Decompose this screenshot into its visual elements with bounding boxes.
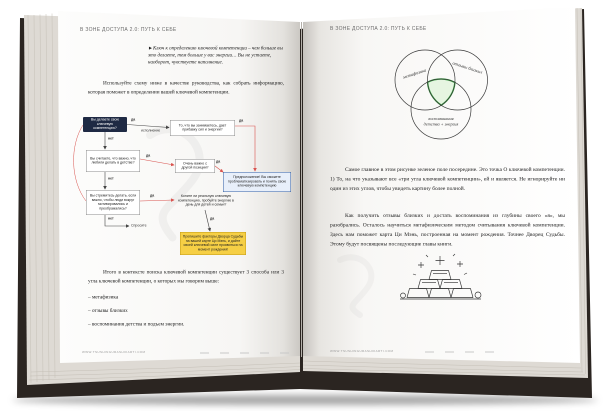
footer-dash <box>200 353 209 354</box>
intro-paragraph: Используйте схему ниже в качестве руководства, как собрать информацию, которая поможет в определении вашей ключевой компетенции. <box>88 80 284 95</box>
flow-yes-label: да <box>210 217 215 221</box>
footer-dash <box>425 352 434 353</box>
list-item: – метафизика <box>88 294 119 300</box>
right-page-header: В ЗОНЕ ДОСТУПА 2.0: ПУТЬ К СЕБЕ <box>330 26 427 32</box>
footer-dash <box>260 353 269 354</box>
flow-other-view-question: Очень важно с другой позиции? <box>175 159 215 173</box>
flow-childhood-question: Вы считаете, что важно, что любили делать в детстве? <box>86 150 140 172</box>
venn-label-metaphysics: метафизика <box>402 67 427 80</box>
flow-no-label: нет <box>108 217 114 221</box>
flow-ask-label: Спросите <box>131 224 147 228</box>
flow-yes-label: да <box>216 160 221 164</box>
flow-yes-label: да <box>150 194 155 198</box>
flow-yes-label: да <box>239 119 244 123</box>
flow-energy-question: То, что вы занимаетесь, дает прибавку сил и энергии? <box>170 120 235 136</box>
venn-explanation-paragraph: Самое главное в этом рисунке зеленое поле посередине. Это точка О ключевой компетенции. 1) То, на что указывают все «три угла ключевой компетенции», ей и является. Не игнорируйте ни один из этих углов, чтобы увидеть картину более полной. <box>330 166 565 192</box>
right-page-footer: WWW.TSUSHINGURASHIKARTI.COM <box>330 350 394 353</box>
list-item: – воспоминания детства и подъем энергии. <box>88 321 185 327</box>
footer-dash <box>485 352 494 353</box>
flow-edge-label: исполнение <box>141 129 161 133</box>
left-page-footer: WWW.TSUSHINGURASHIKARTI.COM <box>82 351 146 354</box>
venn-label-childhood-line2: детства + энергия <box>423 121 459 127</box>
left-page-header: В ЗОНЕ ДОСТУПА 2.0: ПУТЬ К СЕБЕ <box>80 27 177 33</box>
flow-no-label: нет <box>108 137 114 141</box>
key-quote: ►Ключ к определению ключевой компетенции – чем больше вы это делаете, тем больше у вас энергии… Вы не устаете, наоборот, чувствуете наполнение. <box>148 45 283 65</box>
flow-yes-label: да <box>131 118 136 122</box>
footer-dash <box>240 353 249 354</box>
venn-label-childhood-line1: воспоминания <box>428 116 454 121</box>
flow-conclusion-box: Пропишите факторы Дворца Судьбы на вашей карте Ци Мэнь, и дайте своей ключевой силе проявиться на момент рождения! <box>180 232 246 255</box>
summary-paragraph: Итого в контексте поиска ключевой компетенции существует 3 способа или 3 угла ключевой компетенции, о которых мы говорим выше: <box>88 269 284 284</box>
method-paragraph: Как получить отзывы близких и достать воспоминания из глубины своего «я», мы разобрались. Осталось научиться метафизическим методом считывания ключевой компетенции. Здесь нам поможет карта Ци Мэнь, построенная на момент рождения. Точнее Дворец Судьбы. Этому будут посвящены последующие главы книги. <box>330 212 565 247</box>
flow-yes-label: да <box>146 154 151 158</box>
flow-start-box: Вы делаете свою ключевую компетенцию? <box>83 117 127 132</box>
book-shadow <box>13 395 598 405</box>
footer-dash <box>220 353 229 354</box>
flow-motivation-question: Вы стремитесь делать, если важно, чтобы люди вокруг мотивировались и преображались? <box>86 190 140 215</box>
flow-hypothesis-box: Предположение! Вы сможете проблематизировать и понять свою ключевую компетенцию <box>223 172 291 192</box>
venn-label-feedback: отзывы близких <box>451 60 483 75</box>
angles-list <box>88 294 184 328</box>
list-item: – отзывы близких <box>88 308 128 314</box>
footer-dash <box>280 353 289 354</box>
footer-dash <box>445 352 454 353</box>
flow-daily-question: Копите ли реальную ключевую компетенцию, пробуйте энергию в день для детей и семьи? <box>178 194 234 207</box>
footer-dash <box>465 352 474 353</box>
flow-no-label: нет <box>108 177 114 181</box>
